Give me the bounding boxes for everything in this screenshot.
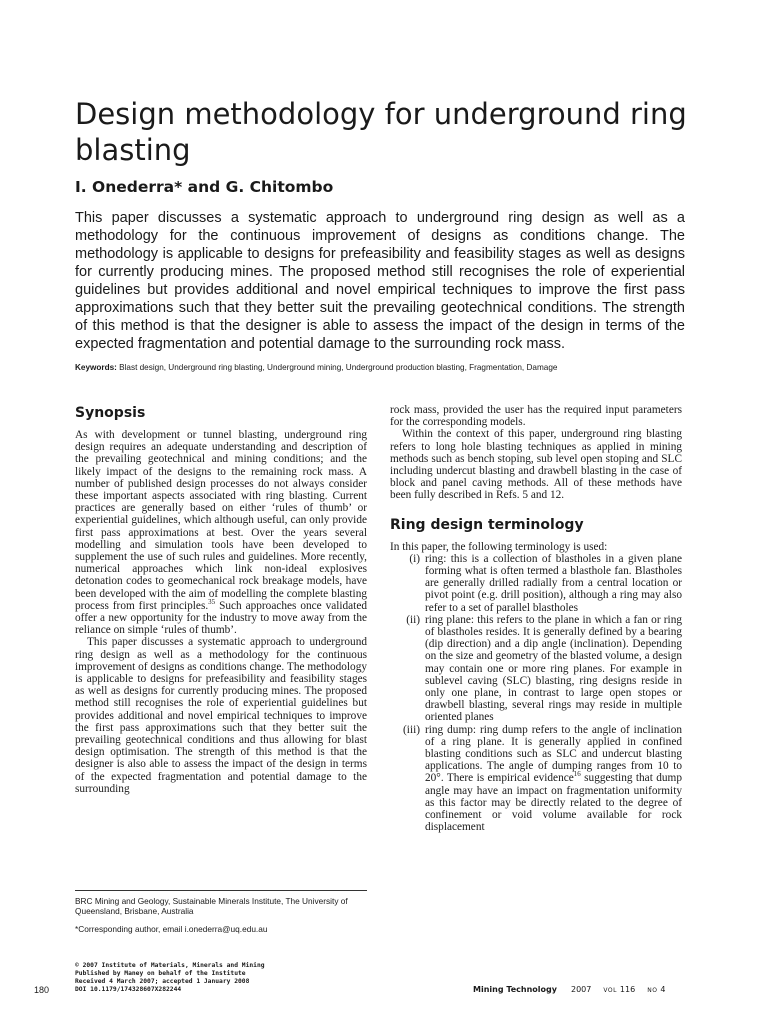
authors: I. Onederra* and G. Chitombo	[75, 178, 334, 196]
affiliation-footnote: BRC Mining and Geology, Sustainable Minerals Institute, The University of Queensland, Brisbane, Australia	[75, 896, 348, 916]
terminology-heading: Ring design terminology	[390, 516, 584, 533]
publisher-line: Published by Maney on behalf of the Institute	[75, 970, 246, 977]
term-item-ring	[390, 553, 682, 614]
citation-16: 16	[573, 770, 581, 779]
synopsis-p1-text-b: Such approaches once validated offer a new opportunity for the industry to move away from the reliance on simple ‘rules of thumb’.	[75, 599, 367, 637]
left-column	[75, 404, 367, 795]
footnote-divider	[75, 890, 367, 891]
volume-number: 116	[619, 985, 636, 994]
synopsis-paragraph-3: rock mass, provided the user has the required input parameters for the corresponding models.	[390, 404, 682, 429]
volume-label: VOL	[603, 987, 617, 994]
article-title: Design methodology for underground ring blasting	[75, 97, 687, 167]
keywords-label: Keywords:	[75, 363, 117, 372]
synopsis-paragraph-2: This paper discusses a systematic approach to underground ring design as well as a methodology for the continuous improvement of designs as conditions change. The methodology is applicable to designs for prefeasibility and feasibility stages as well as designs for currently producing mines. The proposed method still recognises the role of experiential guidelines but provides additional and novel empirical techniques to improve the first pass approximations such that they better suit the prevailing geotechnical conditions and thus allowing for blast design optimisation. The strength of this method is that the designer is also able to assess the impact of the design in terms of the expected fragmentation and potential damage to the surrounding	[75, 636, 367, 795]
abstract: This paper discusses a systematic approach to underground ring design as well as a methodology for the continuous improvement of designs as conditions change. The methodology is applicable to designs for prefeasibility and feasibility stages as well as designs for currently producing mines. The proposed method still recognises the role of experiential guidelines but provides additional and novel empirical techniques to improve the first pass approximations such that they better suit the prevailing geotechnical conditions. The strength of this method is that the designer is able to assess the impact of the design in terms of the expected fragmentation and potential damage to the surrounding rock mass.	[75, 210, 685, 352]
synopsis-paragraph-4: Within the context of this paper, underground ring blasting refers to long hole blasting techniques as applied in mining methods such as bench stoping, sub level open stoping and SLC including undercut blasting and drawbell blasting in the case of block and panel caving methods. All of these methods have been fully described in Refs. 5 and 12.	[390, 428, 682, 502]
term-item-ring-dump	[390, 724, 682, 834]
copyright-line: © 2007 Institute of Materials, Minerals and Mining	[75, 962, 265, 969]
keywords-text: Blast design, Underground ring blasting, Underground mining, Underground production blasting, Fragmentation, Damage	[119, 363, 558, 372]
journal-name: Mining Technology	[473, 985, 557, 994]
doi-line: DOI 10.1179/174328607X282244	[75, 986, 182, 993]
term-text-b: suggesting that dump angle may have an impact on fragmentation uniformity as this factor may be directly related to the degree of confinement or void volume available for rock displacement	[425, 772, 682, 834]
corresponding-author-footnote: *Corresponding author, email i.onederra@uq.edu.au	[75, 924, 268, 934]
synopsis-p1-text-a: As with development or tunnel blasting, underground ring design requires an adequate understanding and description of the prevailing geotechnical and mining conditions; and the likely impact of the designs to the remaining rock mass. A number of published design processes do not always consider these important aspects associated with ring blasting. Current practices are generally based on either ‘rules of thumb’ or experiential guidelines, which although useful, can only provide first pass approximations at best. Over the years several modelling and simulation tools have been developed to supplement the use of such rules and guidelines. More recently, numerical approaches which link non-ideal explosives detonation codes to geomechanical rock breakage models, have been developed with the aim of modelling the complete blasting process from first principles.	[75, 429, 367, 612]
synopsis-paragraph-1	[75, 429, 367, 636]
issue-label: NO	[647, 987, 658, 994]
term-number: (ii)	[406, 613, 420, 626]
term-text: ring: this is a collection of blastholes in a given plane forming what is often termed a blasthole fan. Blastholes are generally drilled radially from a central location or pivot point (e.g. drill position), although a ring may also refer to a set of parallel blastholes	[425, 552, 682, 614]
page-number: 180	[34, 985, 50, 995]
term-number: (iii)	[403, 723, 420, 736]
terminology-intro: In this paper, the following terminology is used:	[390, 540, 608, 553]
term-text-a: ring dump: ring dump refers to the angle of inclination of a ring plane. It is generally applied in confined blasting conditions such as SLC and undercut blasting applications. The angle of dumping ranges from 10 to 20°. There is empirical evidence	[425, 723, 682, 785]
journal-footer	[473, 985, 666, 994]
term-text: ring plane: this refers to the plane in which a fan or ring of blastholes resides. It is generally defined by a bearing (dip direction) and a dip angle (inclination). Depending on the size and geometry of the blasted volume, a design may contain one or more ring planes. For example in sublevel caving (SLC) blasting, ring designs reside in only one plane, in contrast to large open stopes or drawbell blasting, several rings may reside in multiple oriented planes	[425, 613, 682, 724]
issue-number: 4	[660, 985, 666, 994]
synopsis-heading: Synopsis	[75, 405, 146, 421]
publication-info	[75, 962, 265, 994]
term-item-ring-plane	[390, 614, 682, 724]
term-number: (i)	[409, 552, 420, 565]
term-text	[425, 724, 682, 834]
received-line: Received 4 March 2007; accepted 1 January 2008	[75, 978, 250, 985]
citation-35: 35	[208, 598, 216, 607]
right-column	[390, 404, 682, 834]
keywords	[75, 363, 695, 372]
journal-year: 2007	[570, 985, 592, 994]
